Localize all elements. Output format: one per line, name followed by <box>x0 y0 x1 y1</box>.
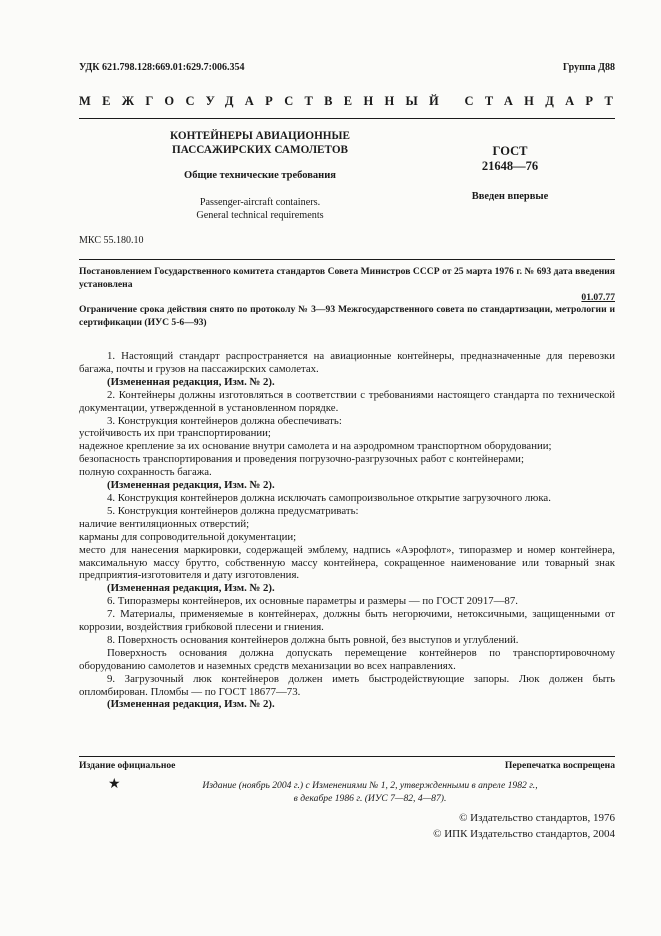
star-icon: ★ <box>108 777 121 792</box>
clause-6: 6. Типоразмеры контейнеров, их основные параметры и размеры — по ГОСТ 20917—87. <box>107 595 518 608</box>
reprint-notice: Перепечатка воспрещена <box>504 760 615 771</box>
clause-3-item: устойчивость их при транспортировании; <box>79 427 271 440</box>
clause-5: 5. Конструкция контейнеров должна предусматривать: <box>107 504 359 517</box>
udk-code: УДК 621.798.128:669.01:629.7:006.354 <box>79 62 245 73</box>
official-edition-label: Издание официальное <box>79 760 176 771</box>
clause-3: 3. Конструкция контейнеров должна обеспечивать: <box>107 414 342 427</box>
edition-note-line-1: Издание (ноябрь 2004 г.) с Изменениями № 1, 2, утвержденными в апреле 1982 г., <box>202 780 538 791</box>
english-title-line-1: Passenger-aircraft containers. <box>199 197 321 208</box>
footer-divider <box>79 756 615 757</box>
revision-note: (Измененная редакция, Изм. № 2). <box>107 375 275 388</box>
revision-note: (Измененная редакция, Изм. № 2). <box>107 698 275 711</box>
decree-text: Постановлением Государственного комитета стандартов Совета Министров СССР от 25 марта 1976 г. № 693 дата введения установлена <box>79 266 615 290</box>
decree-divider <box>79 259 615 260</box>
mks-code: МКС 55.180.10 <box>79 235 144 246</box>
gost-label: ГОСТ <box>492 144 528 158</box>
title-block <box>130 129 390 222</box>
clause-9: 9. Загрузочный люк контейнеров должен иметь быстродействующие запоры. Люк должен быть опломбирован. Пломбы — по ГОСТ 18677—73. <box>79 672 615 698</box>
copyright-2004: © ИПК Издательство стандартов, 2004 <box>433 828 615 840</box>
revision-note: (Измененная редакция, Изм. № 2). <box>107 479 275 492</box>
gost-number: 21648—76 <box>481 159 539 173</box>
title-line-2: ПАССАЖИРСКИХ САМОЛЕТОВ <box>172 144 348 156</box>
effective-date: 01.07.77 <box>581 292 615 303</box>
standard-body <box>79 350 615 711</box>
clause-4: 4. Конструкция контейнеров должна исключать самопроизвольное открытие загрузочного люка. <box>107 491 551 504</box>
clause-8-continued: Поверхность основания должна допускать перемещение контейнеров по транспортировочному оборудованию самолетов и наземных средств механизации во всех направлениях. <box>79 646 615 672</box>
standard-banner: МЕЖГОСУДАРСТВЕННЫЙ СТАНДАРТ <box>79 94 625 108</box>
english-title-line-2: General technical requirements <box>196 210 324 221</box>
clause-8: 8. Поверхность основания контейнеров должна быть ровной, без выступов и углублений. <box>107 633 519 646</box>
clause-5-item: карманы для сопроводительной документации; <box>79 530 297 543</box>
copyright-1976: © Издательство стандартов, 1976 <box>459 812 615 824</box>
subtitle: Общие технические требования <box>184 170 336 181</box>
title-line-1: КОНТЕЙНЕРЫ АВИАЦИОННЫЕ <box>170 130 350 142</box>
clause-7: 7. Материалы, применяемые в контейнерах, должны быть негорючими, нетоксичными, защищенными от коррозии, воздействия грибковой плесени и гниения. <box>79 608 615 634</box>
clause-3-item: полную сохранность багажа. <box>79 466 212 479</box>
header-divider <box>79 118 615 119</box>
english-title <box>130 196 390 222</box>
clause-5-item: наличие вентиляционных отверстий; <box>79 517 250 530</box>
limitation-text: Ограничение срока действия снято по протоколу № 3—93 Межгосударственного совета по стандартизации, метрологии и сертификации (ИУС 5-6—93) <box>79 304 615 328</box>
clause-3-item: безопасность транспортирования и проведения погрузочно-разгрузочных работ с контейнерами; <box>79 453 524 466</box>
gost-block <box>455 144 565 202</box>
clause-3-item: надежное крепление за их основание внутри самолета и на аэродромном транспортном оборудовании; <box>79 440 552 453</box>
group-code: Группа Д88 <box>562 62 615 73</box>
clause-5-item: место для нанесения маркировки, содержащей эмблему, надпись «Аэрофлот», типоразмер и номер контейнера, максимальную массу брутто, собственную массу контейнера, сокращенное наименование или товарный знак предприятия-изготовителя и дату изготовления. <box>79 543 615 582</box>
revision-note: (Измененная редакция, Изм. № 2). <box>107 582 275 595</box>
edition-note-line-2: в декабре 1986 г. (ИУС 7—82, 4—87). <box>293 793 447 804</box>
clause-1: 1. Настоящий стандарт распространяется на авиационные контейнеры, предназначенные для перевозки багажа, почты и грузов на пассажирских самолетах. <box>79 350 615 375</box>
edition-note <box>150 779 590 805</box>
intro-note: Введен впервые <box>471 191 549 202</box>
clause-2: 2. Контейнеры должны изготовляться в соответствии с требованиями настоящего стандарта по технической документации, утвержденной в установленном порядке. <box>79 388 615 414</box>
